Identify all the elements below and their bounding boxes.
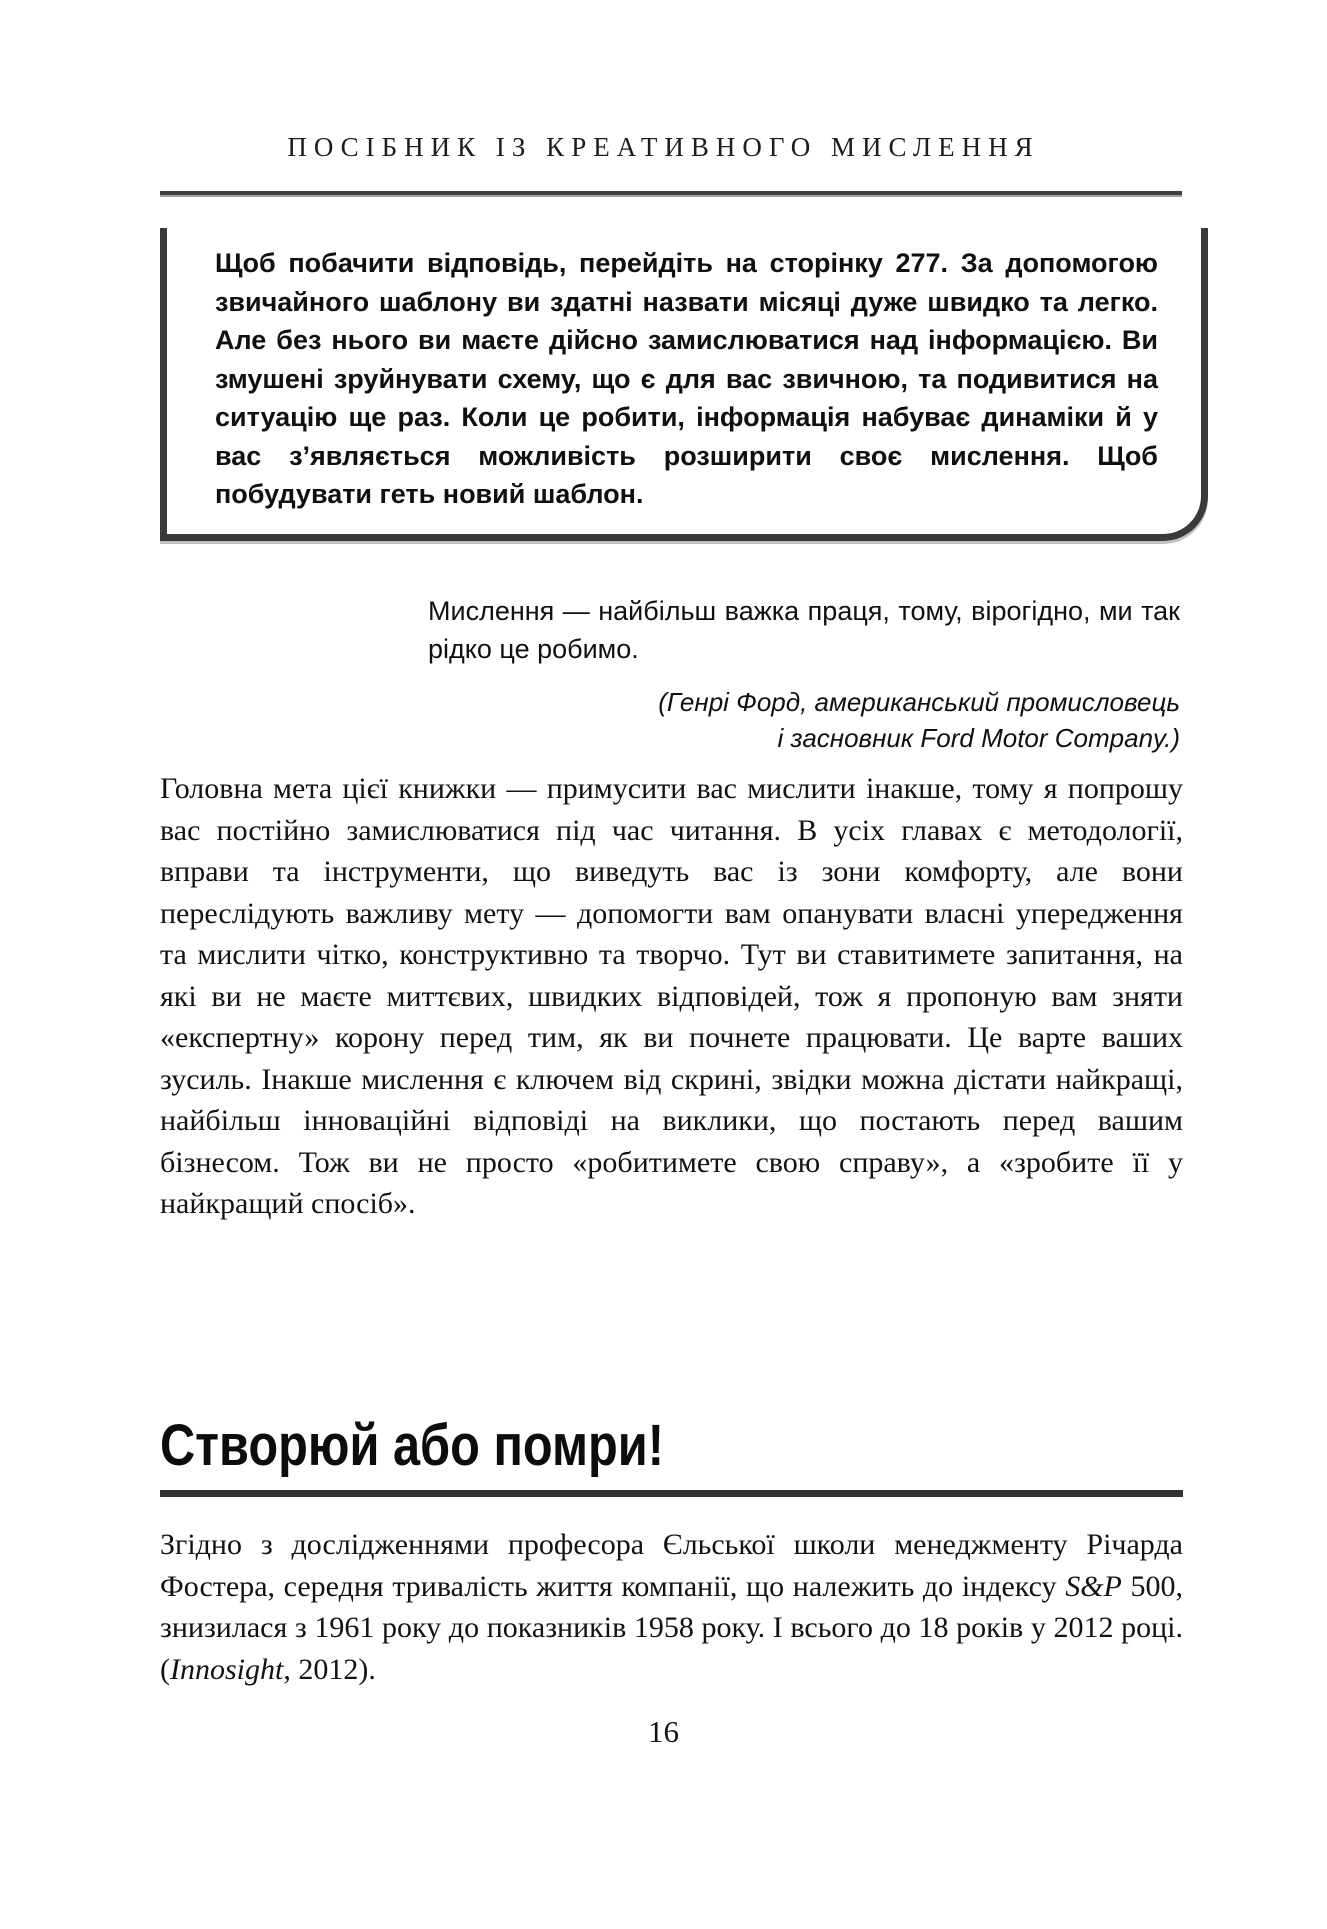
page-number: 16 <box>648 1714 679 1749</box>
quote-attribution-line-2: і засновник Ford Motor Company.) <box>777 723 1180 753</box>
quote-attribution <box>428 684 1180 756</box>
section-paragraph <box>160 1524 1183 1690</box>
header-rule <box>160 191 1182 197</box>
paragraph-segment: 500, знизилася з 1961 року до показників 1958 року. І всього до 18 років у 2012 році. ( <box>160 1569 1184 1686</box>
paragraph-segment: S&P <box>1065 1569 1122 1603</box>
paragraph-segment: Згідно з дослідженнями професора Єльської школи менеджменту Річарда Фостера, середня тривалість життя компанії, що належить до індексу <box>160 1528 1183 1603</box>
running-header: ПОСІБНИК ІЗ КРЕАТИВНОГО МИСЛЕННЯ <box>287 132 1040 162</box>
paragraph-segment: , 2012). <box>283 1652 376 1686</box>
callout-box <box>160 228 1208 541</box>
paragraph-segment: Innosight <box>170 1652 284 1686</box>
callout-text: Щоб побачити відповідь, перейдіть на сторінку 277. За допомогою звичайного шаблону ви здатні назвати місяці дуже швидко та легко. Але без нього ви маєте дійсно замислюватися над інформацією. Ви змушені зруйнувати схему, що є для вас звичною, та подивитися на ситуацію ще раз. Коли це робити, інформація набуває динаміки й у вас з’являється можливість розширити своє мислення. Щоб побудувати геть новий шаблон. <box>215 248 1158 509</box>
quote-attribution-line-1: (Генрі Форд, американський промисловець <box>658 687 1180 717</box>
section-heading: Створюй або помри! <box>160 1413 664 1478</box>
section-heading-rule <box>160 1490 1183 1497</box>
quote-text: Мислення — найбільш важка праця, тому, вірогідно, ми так рідко це робимо. <box>428 596 1180 664</box>
quote-block <box>428 592 1180 756</box>
intro-paragraph: Головна мета цієї книжки — примусити вас мислити інакше, тому я попрошу вас постійно замислюватися під час читання. В усіх главах є методології, вправи та інструменти, що виведуть вас із зони комфорту, але вони переслідують важливу мету — допомогти вам опанувати власні упередження та мислити чітко, конструктивно та творчо. Тут ви ставитимете запитання, на які ви не маєте миттєвих, швидких відповідей, тож я пропоную вам зняти «експертну» корону перед тим, як ви почнете працювати. Це варте ваших зусиль. Інакше мислення є ключем від скрині, звідки можна дістати найкращі, найбільш інноваційні відповіді на виклики, що постають перед вашим бізнесом. Тож ви не просто «робитимете свою справу», а «зробите її у найкращий спосіб». <box>160 772 1183 1220</box>
